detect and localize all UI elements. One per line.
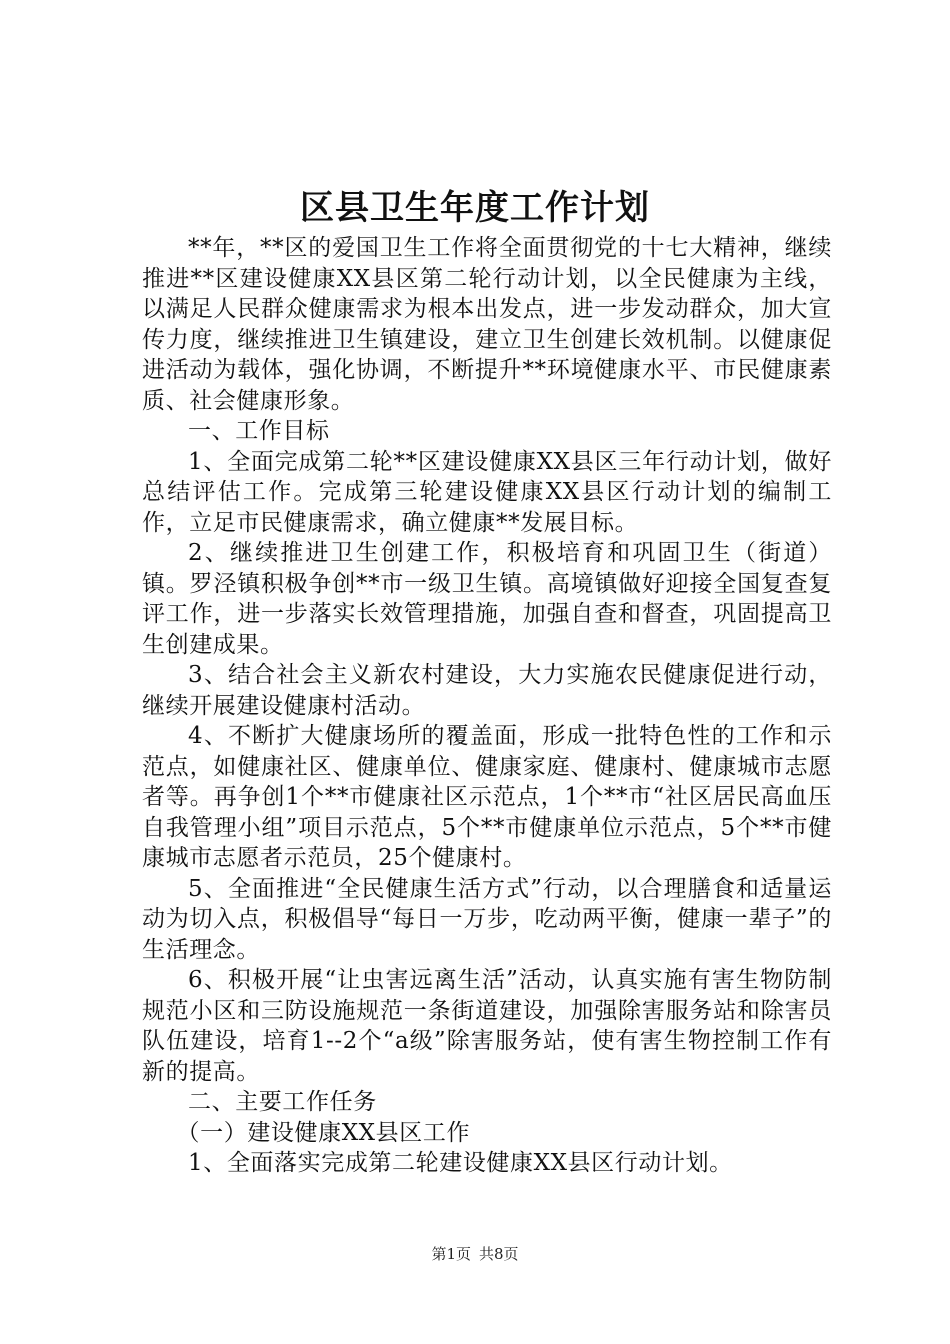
goal-paragraph-5: 5、全面推进“全民健康生活方式”行动，以合理膳食和适量运动为切入点，积极倡导“每日一万步，吃动两平衡，健康一辈子”的生活理念。 — [142, 875, 832, 963]
page-number: 第1页 — [431, 1245, 471, 1263]
goal-paragraph-4: 4、不断扩大健康场所的覆盖面，形成一批特色性的工作和示范点，如健康社区、健康单位、健康家庭、健康村、健康城市志愿者等。再争创1个**市健康社区示范点，1个**市“社区居民高血压自我管理小组”项目示范点，5个**市健康单位示范点，5个**市健康城市志愿者示范员，25个健康村。 — [142, 723, 832, 871]
section-heading-tasks: 二、主要工作任务 — [188, 1089, 377, 1115]
goal-paragraph-1: 1、全面完成第二轮**区建设健康XX县区三年行动计划，做好总结评估工作。完成第三轮建设健康XX县区行动计划的编制工作，立足市民健康需求，确立健康**发展目标。 — [142, 448, 832, 536]
page-footer — [0, 1243, 950, 1265]
subsection-heading-healthy-district: （一）建设健康XX县区工作 — [176, 1119, 471, 1146]
document-title: 区县卫生年度工作计划 — [300, 188, 650, 228]
section-heading-goals: 一、工作目标 — [188, 418, 330, 444]
goal-paragraph-2: 2、继续推进卫生创建工作，积极培育和巩固卫生（街道）镇。罗泾镇积极争创**市一级卫生镇。高境镇做好迎接全国复查复评工作，进一步落实长效管理措施，加强自查和督查，巩固提高卫生创建成果。 — [142, 540, 832, 658]
document-body — [142, 233, 832, 1179]
page-total: 共8页 — [479, 1245, 519, 1263]
goal-paragraph-6: 6、积极开展“让虫害远离生活”活动，认真实施有害生物防制规范小区和三防设施规范一条街道建设，加强除害服务站和除害员队伍建设，培育1--2个“a级”除害服务站，使有害生物控制工作有新的提高。 — [142, 967, 832, 1085]
intro-paragraph: **年，**区的爱国卫生工作将全面贯彻党的十七大精神，继续推进**区建设健康XX县区第二轮行动计划，以全民健康为主线，以满足人民群众健康需求为根本出发点，进一步发动群众，加大宣传力度，继续推进卫生镇建设，建立卫生创建长效机制。以健康促进活动为载体，强化协调，不断提升**环境健康水平、市民健康素质、社会健康形象。 — [142, 235, 832, 414]
goal-paragraph-3: 3、结合社会主义新农村建设，大力实施农民健康促进行动，继续开展建设健康村活动。 — [142, 662, 832, 719]
task-paragraph-1: 1、全面落实完成第二轮建设健康XX县区行动计划。 — [188, 1150, 733, 1176]
